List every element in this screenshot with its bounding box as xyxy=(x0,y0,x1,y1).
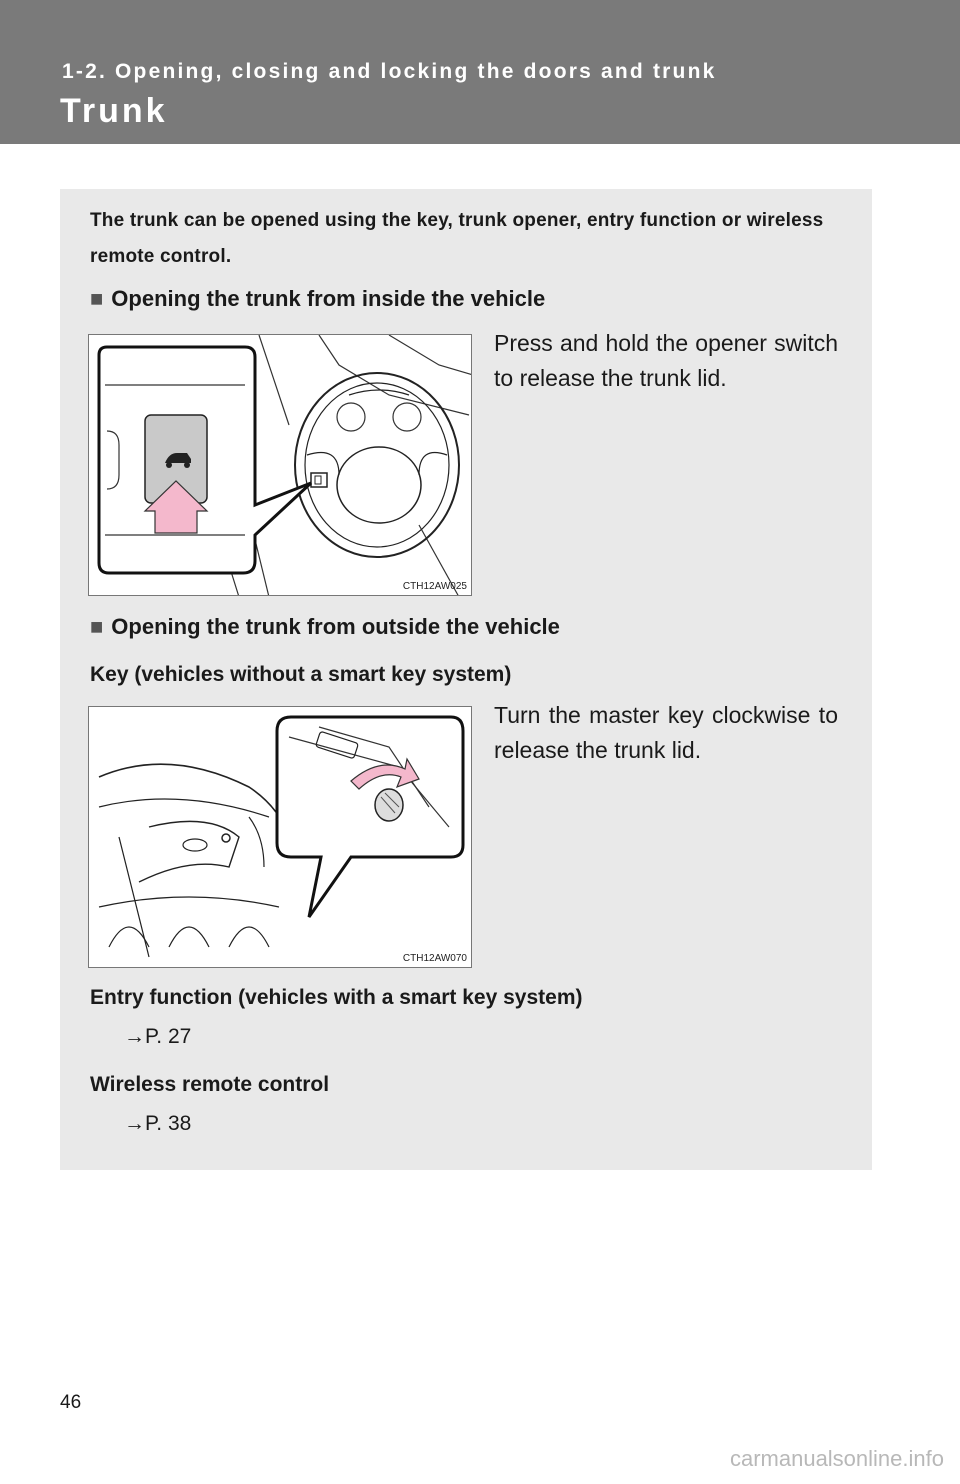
figure-master-key xyxy=(88,706,472,968)
car-rear-illustration xyxy=(89,707,472,968)
heading-outside-label: Opening the trunk from outside the vehicle xyxy=(111,614,560,639)
figure-code: CTH12AW070 xyxy=(402,953,467,964)
heading-inside xyxy=(90,286,545,312)
remote-heading: Wireless remote control xyxy=(90,1073,330,1096)
section-label: 1-2. Opening, closing and locking the doors and trunk xyxy=(62,60,717,83)
intro-text: The trunk can be opened using the key, trunk opener, entry function or wireless remote control. xyxy=(90,210,824,267)
page-number: 46 xyxy=(60,1392,82,1413)
figure-trunk-opener-switch xyxy=(88,334,472,596)
heading-inside-label: Opening the trunk from inside the vehicle xyxy=(111,286,546,311)
remote-page-reference[interactable]: →P. 38 xyxy=(124,1112,192,1135)
entry-heading: Entry function (vehicles with a smart key system) xyxy=(90,986,583,1009)
instruction-key: Turn the master key clockwise to release the trunk lid. xyxy=(494,702,838,763)
key-heading: Key (vehicles without a smart key system) xyxy=(90,663,512,686)
steering-wheel-illustration xyxy=(89,335,472,596)
bullet-square-icon: ■ xyxy=(90,286,104,311)
page-title: Trunk xyxy=(60,92,168,130)
entry-page-reference[interactable]: →P. 27 xyxy=(124,1025,192,1048)
watermark: carmanualsonline.info xyxy=(729,1446,944,1471)
bullet-square-icon: ■ xyxy=(90,614,104,639)
instruction-inside: Press and hold the opener switch to release the trunk lid. xyxy=(494,330,838,391)
heading-outside xyxy=(90,614,560,640)
figure-code: CTH12AW025 xyxy=(402,581,467,592)
